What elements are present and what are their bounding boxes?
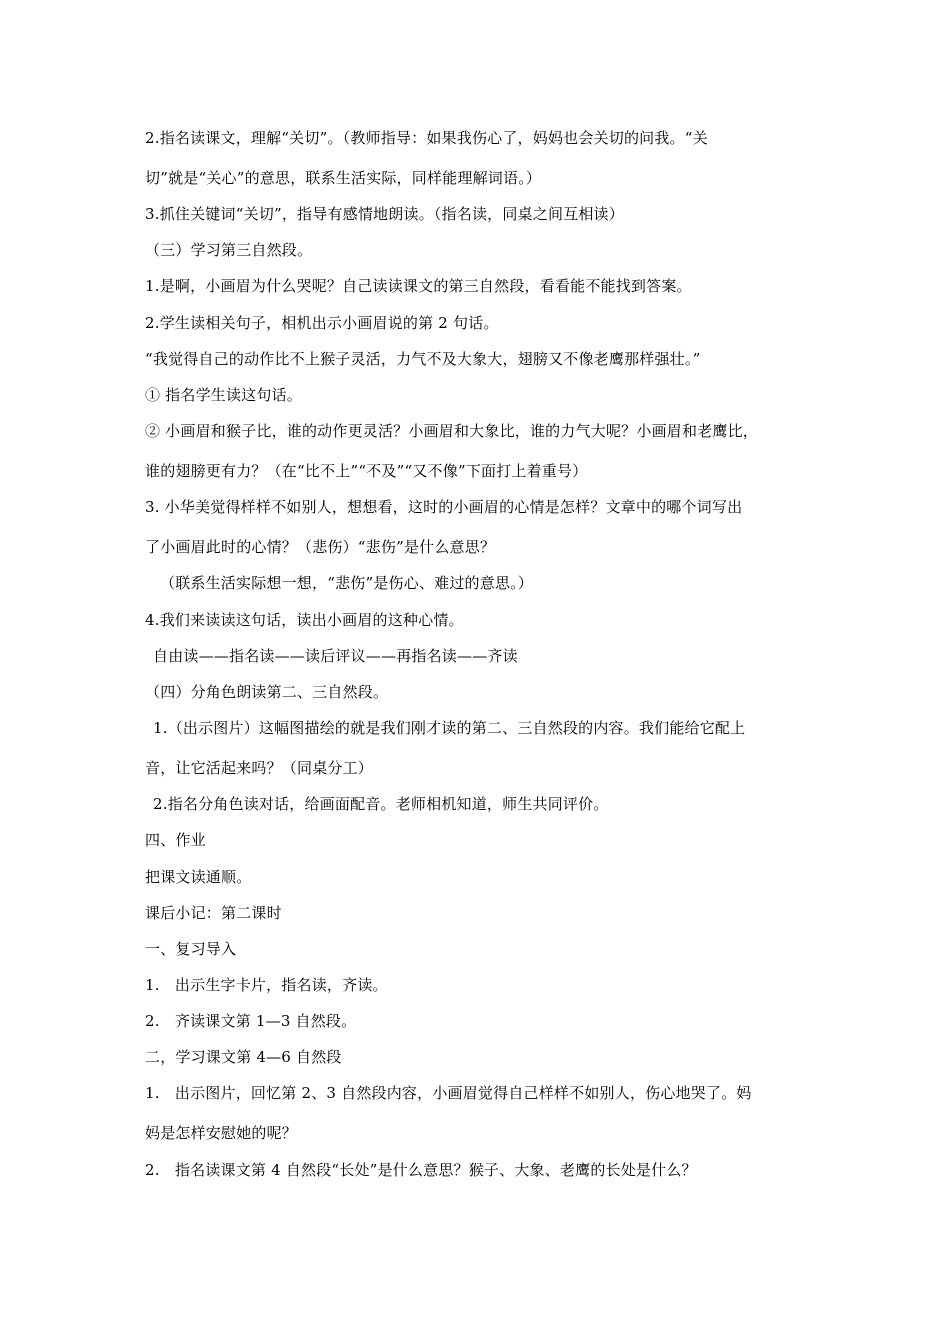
text-line-29: 2. 指名读课文第 4 自然段“长处”是什么意思？猴子、大象、老鹰的长处是什么？ [145, 1161, 697, 1179]
text-line-5: 1.是啊，小画眉为什么哭呢？自己读读课文的第三自然段，看看能不能找到答案。 [145, 277, 692, 295]
text-line-13: （联系生活实际想一想，“悲伤”是伤心、难过的意思。） [160, 574, 534, 592]
section-heading-4: （四）分角色朗读第二、三自然段。 [145, 683, 389, 701]
text-line-12: 了小画眉此时的心情？（悲伤）“悲伤”是什么意思？ [145, 538, 496, 556]
text-line-14: 4.我们来读读这句话，读出小画眉的这种心情。 [145, 611, 464, 629]
text-line-1: 2.指名读课文，理解“关切”。（教师指导：如果我伤心了，妈妈也会关切的问我。“关 [145, 129, 708, 147]
text-line-17: 1.（出示图片）这幅图描绘的就是我们刚才读的第二、三自然段的内容。我们能给它配上 [153, 719, 746, 737]
text-line-9: ② 小画眉和猴子比，谁的动作更灵活？小画眉和大象比，谁的力气大呢？小画眉和老鹰比， [145, 422, 758, 440]
text-line-25: 2. 齐读课文第 1—3 自然段。 [145, 1012, 357, 1030]
quote-line: “我觉得自己的动作比不上猴子灵活，力气不及大象大，翅膀又不像老鹰那样强壮。” [145, 350, 701, 368]
section-heading-3: （三）学习第三自然段。 [145, 241, 313, 259]
text-line-2: 切”就是“关心”的意思，联系生活实际，同样能理解词语。） [145, 169, 542, 187]
text-line-8: ① 指名学生读这句话。 [145, 386, 302, 404]
heading-review: 一、复习导入 [145, 940, 237, 958]
text-line-21: 把课文读通顺。 [145, 868, 252, 886]
text-line-3: 3.抓住关键词“关切”，指导有感情地朗读。（指名读，同桌之间互相读） [145, 205, 624, 223]
text-line-15: 自由读——指名读——读后评议——再指名读——齐读 [153, 647, 518, 665]
heading-homework: 四、作业 [145, 831, 206, 849]
text-line-27: 1. 出示图片，回忆第 2、3 自然段内容，小画眉觉得自己样样不如别人，伤心地哭了。妈 [145, 1084, 752, 1102]
text-line-22: 课后小记：第二课时 [145, 904, 282, 922]
text-line-18: 音，让它活起来吗？（同桌分工） [145, 759, 374, 777]
text-line-19: 2.指名分角色读对话，给画面配音。老师相机知道，师生共同评价。 [153, 795, 609, 813]
text-line-28: 妈是怎样安慰她的呢？ [145, 1124, 298, 1142]
text-line-10: 谁的翅膀更有力？（在“比不上”“不及”“又不像”下面打上着重号） [145, 462, 588, 480]
text-line-6: 2.学生读相关句子，相机出示小画眉说的第 2 句话。 [145, 314, 499, 332]
text-line-24: 1. 出示生字卡片，指名读，齐读。 [145, 976, 388, 994]
heading-study: 二，学习课文第 4—6 自然段 [145, 1048, 342, 1066]
text-line-11: 3. 小华美觉得样样不如别人，想想看，这时的小画眉的心情是怎样？文章中的哪个词写出 [145, 498, 743, 516]
